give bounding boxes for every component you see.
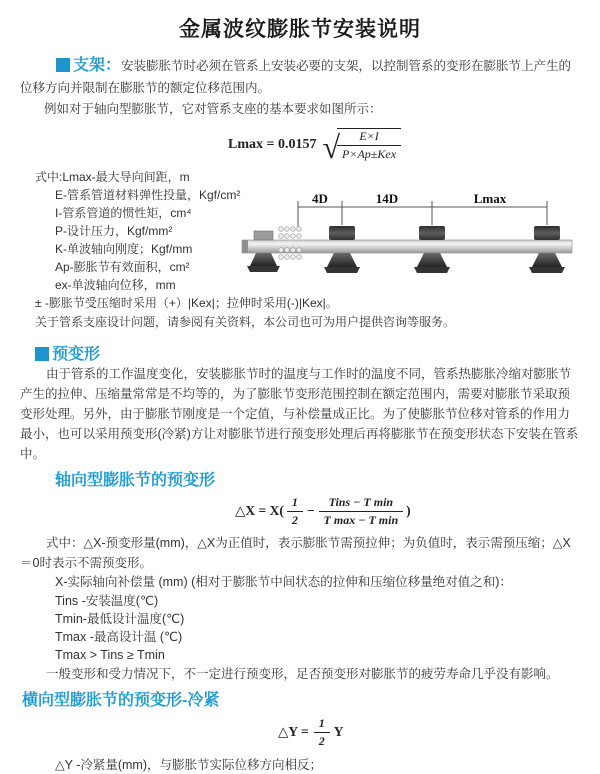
variable-item: Tmin-最低设计温度(℃) — [55, 612, 185, 626]
support-example-text: 例如对于轴向型膨胀节，它对管系支座的基本要求如图所示： — [44, 102, 382, 116]
variable-item: 式中:Lmax-最大导向间距，m — [35, 170, 190, 184]
support-section-heading: 支架： — [73, 57, 122, 74]
variable-item: Ap-膨胀节有效面积，cm² — [55, 260, 190, 274]
fraction-denominator: P×Ap±Kex — [337, 145, 401, 162]
fraction-denominator: T max − T min — [319, 511, 404, 528]
lmax-formula — [228, 127, 600, 163]
sqrt-expression — [322, 128, 401, 165]
fraction-temperature — [319, 495, 404, 528]
section-square-icon — [35, 347, 49, 361]
axial-formula — [232, 494, 600, 528]
variable-item: ex-单波轴向位移，mm — [55, 278, 176, 292]
dimension-label-4d: 4D — [312, 191, 328, 206]
lateral-formula-legend: △Y -冷紧量(mm)，与膨胀节实际位移方向相反； — [55, 758, 323, 772]
minus-operator: − — [306, 503, 315, 518]
axial-subheading-row — [55, 467, 600, 488]
variable-item: X-实际轴向补偿量 (mm) (相对于膨胀节中间状态的拉伸和压缩位移量绝对值之和)： — [55, 575, 512, 589]
fraction-numerator: E×I — [359, 129, 379, 143]
dimension-label-14d: 14D — [375, 191, 399, 206]
axial-note-text: 一般变形和受力情况下，不一定进行预变形，足否预变形对膨胀节的疲劳寿命几乎没有影响。 — [46, 667, 559, 681]
pipe-end-cap — [242, 240, 248, 253]
lateral-subheading-row — [22, 687, 600, 709]
predeform-section-heading: 预变形 — [52, 346, 101, 363]
variable-item: Tmax > Tins ≥ Tmin — [55, 648, 165, 662]
axial-variable-list — [0, 573, 600, 664]
dimension-label-lmax: Lmax — [473, 191, 507, 206]
axial-formula-legend: 式中：△X-预变形量(mm)，△X为正值时，表示膨胀节需预拉伸；为负值时，表示需预压缩；△X＝0时表示不需预变形。 — [20, 536, 571, 570]
lateral-formula — [278, 717, 600, 747]
section-square-icon — [56, 58, 70, 72]
fraction-denominator: 2 — [314, 732, 330, 749]
predeform-body-text: 由于管系的工作温度变化，安装膨胀节时的温度与工作时的温度不同，管系热膨胀冷缩对膨胀节产生的拉伸、压缩量常常是不均等的，为了膨胀节变形范围控制在额定范围内，需要对膨胀节采取预变形处理。另外，由于膨胀节刚度是一个定值，与补偿量成正比。为了使膨胀节位移对管系的作用力最小，也可以采用预变形(冷紧)方让对膨胀节进行预变形处理后再将膨胀节在预变形状态下安装在管系中。 — [20, 367, 579, 461]
variable-item: P-设计压力，Kgf/mm² — [55, 224, 173, 238]
variable-item: K-单波轴向刚度；Kgf/mm — [55, 242, 193, 256]
formula-lhs: △Y = — [278, 724, 309, 739]
variable-item: I-管系管道的惯性矩，cm⁴ — [55, 206, 192, 220]
fraction — [337, 128, 401, 162]
formula-rhs: Y — [333, 724, 344, 739]
page-title: 金属波纹膨胀节安装说明 — [179, 18, 421, 41]
pipe-support-diagram — [240, 190, 596, 290]
fraction-denominator: 2 — [287, 511, 303, 528]
formula-lhs: Lmax = 0.0157 — [228, 137, 317, 152]
axial-subheading: 轴向型膨胀节的预变形 — [55, 472, 216, 489]
fraction-half — [314, 716, 330, 749]
fraction-numerator: Tins − T min — [328, 494, 394, 509]
consulting-note: 关于管系支座设计问题，请参阅有关资料，本公司也可为用户提供咨询等服务。 — [35, 315, 456, 329]
variable-item: Tins -安装温度(℃) — [55, 594, 159, 608]
formula-lhs: △X = X( — [235, 503, 284, 518]
variable-item: E-管系管道材料弹性投量，Kgf/cm² — [55, 188, 241, 202]
sign-convention-note: ± -膨胀节受压缩时采用（+）|Kex|；拉伸时采用(-)|Kex|。 — [35, 296, 338, 310]
closing-paren: ) — [406, 503, 411, 518]
fraction-half — [287, 495, 303, 528]
fraction-numerator: 1 — [291, 494, 298, 509]
variable-item: Tmax -最高设计温 (℃) — [55, 630, 183, 644]
lateral-subheading: 横向型膨胀节的预变形-冷紧 — [22, 692, 220, 709]
support-paragraph — [20, 55, 580, 99]
predeform-section-heading-row — [35, 341, 600, 362]
fraction-numerator: 1 — [318, 715, 325, 730]
radical-sign: √ — [322, 129, 341, 165]
support-intro-text: 安装膨胀节时必须在管系上安装必要的支架，以控制管系的变形在膨胀节上产生的位移方向并限制在膨胀节的额定位移范围内。 — [20, 59, 572, 95]
